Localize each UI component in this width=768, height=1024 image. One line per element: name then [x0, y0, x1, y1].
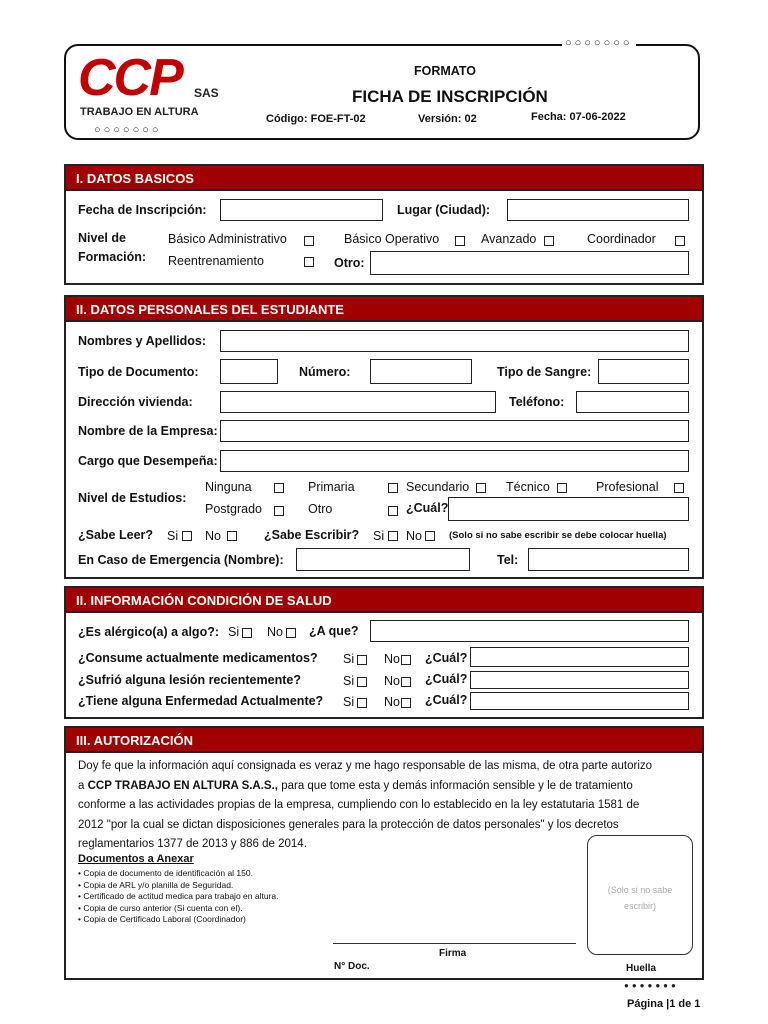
opt-coordinador-label: Coordinador [587, 232, 656, 246]
cual-estudios-field[interactable] [448, 497, 689, 521]
postgrado-checkbox[interactable] [274, 506, 284, 516]
sangre-label: Tipo de Sangre: [497, 365, 592, 379]
autorizacion-line-2 [78, 777, 688, 797]
otro-estudios-label: Otro [308, 502, 333, 516]
doc-item: • Copia de curso anterior (Si cuenta con el). [78, 902, 243, 913]
escribir-no-label: No [406, 529, 422, 543]
doc-codigo: Código: FOE-FT-02 [266, 113, 366, 125]
direccion-label: Dirección vivienda: [78, 395, 193, 409]
opt-basico-op-checkbox[interactable] [455, 236, 465, 246]
lesion-cual-label: ¿Cuál? [425, 672, 468, 686]
opt-reentrenamiento-label: Reentrenamiento [168, 254, 264, 268]
tecnico-label: Técnico [506, 480, 550, 494]
logo-main: CCP [78, 49, 182, 107]
autorizacion-line-2-post: para que tome esta y demás información sensible y le de tratamiento [278, 779, 633, 792]
escribir-si-checkbox[interactable] [388, 531, 398, 541]
lugar-label: Lugar (Ciudad): [397, 203, 491, 217]
tecnico-checkbox[interactable] [557, 483, 567, 493]
leer-si-checkbox[interactable] [182, 531, 192, 541]
page-number: Página |1 de 1 [627, 998, 701, 1010]
telefono-field[interactable] [576, 391, 689, 413]
escribir-no-checkbox[interactable] [425, 531, 435, 541]
logo-suffix: SAS [194, 86, 219, 100]
sabe-escribir-label: ¿Sabe Escribir? [264, 528, 360, 542]
doc-fecha: Fecha: 07-06-2022 [531, 111, 626, 123]
ninguna-label: Ninguna [205, 480, 252, 494]
primaria-label: Primaria [308, 480, 355, 494]
doc-version: Versión: 02 [418, 113, 477, 125]
leer-si-label: Si [167, 529, 179, 543]
logo-sub: TRABAJO EN ALTURA [80, 106, 199, 118]
nivel-formacion-label-2: Formación: [78, 250, 147, 264]
alergico-label: ¿Es alérgico(a) a algo?: [78, 625, 220, 639]
a-que-label: ¿A que? [309, 624, 359, 638]
ndoc-label: N° Doc. [334, 961, 370, 972]
estudios-label: Nivel de Estudios: [78, 491, 187, 505]
autorizacion-line-1: Doy fe que la información aquí consignada es veraz y me hago responsable de las misma, de otra parte autorizo [78, 760, 653, 772]
cual-estudios-label: ¿Cuál? [406, 501, 449, 515]
opt-basico-adm-label: Básico Administrativo [168, 232, 287, 246]
emergencia-field[interactable] [296, 548, 470, 571]
secundario-label: Secundario [406, 480, 470, 494]
medicamentos-si-checkbox[interactable] [357, 655, 367, 665]
primaria-checkbox[interactable] [388, 483, 398, 493]
secundario-checkbox[interactable] [476, 483, 486, 493]
postgrado-label: Postgrado [205, 502, 262, 516]
section-title: II. INFORMACIÓN CONDICIÓN DE SALUD [66, 588, 702, 613]
lesion-cual-field[interactable] [470, 671, 689, 689]
telefono-label: Teléfono: [509, 395, 565, 409]
tel-emergencia-field[interactable] [528, 548, 689, 571]
otro-estudios-checkbox[interactable] [388, 506, 398, 516]
medicamentos-cual-field[interactable] [470, 647, 689, 667]
escribir-si-label: Si [373, 529, 385, 543]
doc-item: • Certificado de actitud medica para trabajo en altura. [78, 891, 279, 901]
autorizacion-line-3: conforme a las actividades propias de la empresa, cumpliendo con lo establecido en la ley estatutaria 1581 de [78, 799, 640, 811]
company-name: CCP TRABAJO EN ALTURA S.A.S., [87, 779, 278, 792]
logo-dots: ○○○○○○○ [94, 124, 162, 136]
footer-dots: ●●●●●●● [624, 981, 679, 990]
medicamentos-label: ¿Consume actualmente medicamentos? [78, 651, 318, 665]
lesion-no-label: No [384, 674, 400, 688]
opt-avanzado-checkbox[interactable] [544, 236, 554, 246]
autorizacion-line-5: reglamentarios 1377 de 2013 y 886 de 2014. [78, 838, 307, 850]
lesion-si-label: Si [343, 674, 355, 688]
cargo-label: Cargo que Desempeña: [78, 454, 218, 468]
doc-item: • Copia de Certificado Laboral (Coordinador) [78, 914, 246, 924]
enfermedad-si-checkbox[interactable] [357, 698, 367, 708]
otro-field[interactable] [370, 251, 689, 275]
empresa-label: Nombre de la Empresa: [78, 424, 218, 438]
alergico-si-checkbox[interactable] [242, 628, 252, 638]
lesion-si-checkbox[interactable] [357, 677, 367, 687]
profesional-label: Profesional [596, 480, 659, 494]
enfermedad-no-checkbox[interactable] [401, 698, 411, 708]
doc-title: FICHA DE INSCRIPCIÓN [352, 87, 548, 106]
autorizacion-line-4: 2012 "por la cual se dictan disposiciones generales para la protección de datos personales" y los decretos [78, 818, 619, 831]
section-title: I. DATOS BASICOS [66, 166, 702, 191]
header-top-dots: ○○○○○○○ [562, 37, 636, 49]
nivel-formacion-label-1: Nivel de [78, 231, 126, 245]
alergico-no-checkbox[interactable] [286, 628, 296, 638]
huella-label: Huella [626, 963, 657, 974]
firma-label: Firma [439, 948, 467, 959]
section-title: II. DATOS PERSONALES DEL ESTUDIANTE [66, 297, 702, 322]
ninguna-checkbox[interactable] [274, 483, 284, 493]
huella-note: (Solo si no sabe escribir) [607, 885, 673, 911]
opt-avanzado-label: Avanzado [481, 232, 537, 246]
fecha-inscripcion-field[interactable] [220, 199, 383, 221]
numero-label: Número: [299, 365, 351, 379]
doc-item: • Copia de documento de identificación al 150. [78, 868, 253, 878]
medicamentos-no-checkbox[interactable] [401, 655, 411, 665]
enfermedad-cual-label: ¿Cuál? [425, 693, 468, 707]
nota-huella: (Solo si no sabe escribir se debe colocar huella) [449, 530, 667, 541]
cargo-field[interactable] [220, 450, 689, 472]
section-title: III. AUTORIZACIÓN [66, 728, 702, 753]
otro-label: Otro: [334, 256, 365, 270]
opt-basico-adm-checkbox[interactable] [304, 236, 314, 246]
enfermedad-si-label: Si [343, 695, 355, 709]
nombres-field[interactable] [220, 330, 689, 352]
lesion-label: ¿Sufrió alguna lesión recientemente? [78, 673, 301, 687]
a-que-field[interactable] [370, 620, 689, 642]
autorizacion-line-2-pre: a [78, 779, 88, 792]
logo [76, 48, 219, 138]
numero-field[interactable] [370, 359, 472, 384]
docs-list [78, 868, 278, 926]
lugar-field[interactable] [507, 199, 689, 221]
enfermedad-label: ¿Tiene alguna Enfermedad Actualmente? [78, 694, 324, 708]
docs-title: Documentos a Anexar [78, 853, 194, 865]
profesional-checkbox[interactable] [674, 483, 684, 493]
opt-reentrenamiento-checkbox[interactable] [304, 257, 314, 267]
empresa-field[interactable] [220, 420, 689, 442]
nombres-label: Nombres y Apellidos: [78, 334, 207, 348]
emergencia-label: En Caso de Emergencia (Nombre): [78, 553, 284, 567]
fecha-inscripcion-label: Fecha de Inscripción: [78, 203, 207, 217]
doc-type: FORMATO [414, 64, 477, 78]
sangre-field[interactable] [598, 359, 689, 384]
sabe-leer-label: ¿Sabe Leer? [78, 528, 154, 542]
lesion-no-checkbox[interactable] [401, 677, 411, 687]
medicamentos-cual-label: ¿Cuál? [425, 651, 468, 665]
alergico-si-label: Si [228, 625, 240, 639]
opt-coordinador-checkbox[interactable] [675, 236, 685, 246]
enfermedad-no-label: No [384, 695, 400, 709]
tipo-doc-field[interactable] [220, 359, 278, 384]
tipo-doc-label: Tipo de Documento: [78, 365, 199, 379]
signature-line [333, 943, 576, 944]
tel-emergencia-label: Tel: [497, 553, 519, 567]
leer-no-checkbox[interactable] [227, 531, 237, 541]
opt-basico-op-label: Básico Operativo [344, 232, 440, 246]
leer-no-label: No [205, 529, 221, 543]
doc-item: • Copia de ARL y/o planilla de Seguridad. [78, 879, 234, 890]
enfermedad-cual-field[interactable] [470, 692, 689, 710]
alergico-no-label: No [267, 625, 283, 639]
medicamentos-si-label: Si [343, 652, 355, 666]
medicamentos-no-label: No [384, 652, 400, 666]
direccion-field[interactable] [220, 391, 496, 413]
